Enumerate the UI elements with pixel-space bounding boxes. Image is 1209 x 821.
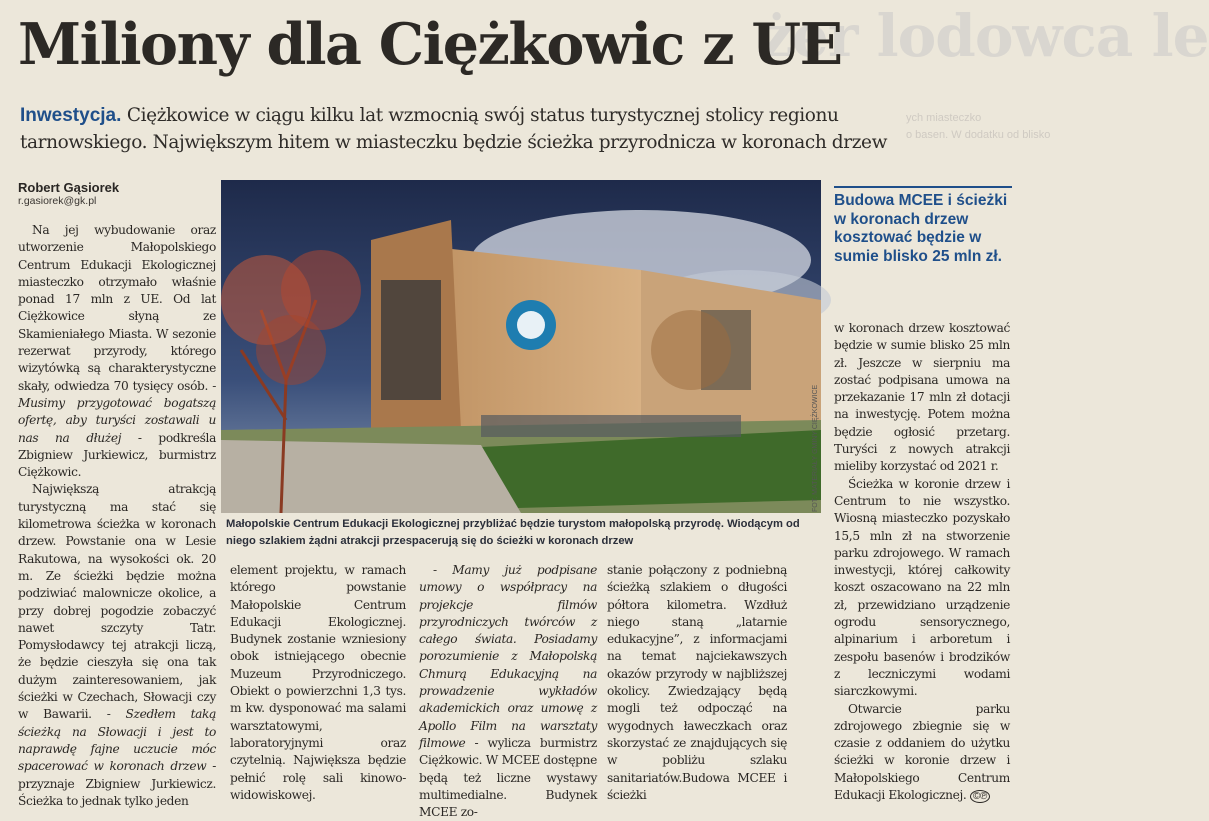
paragraph xyxy=(834,701,1010,806)
adjacent-article-headline-fragment: żer lodowca le xyxy=(760,2,1209,70)
paragraph-text: - podkreśla Zbigniew Jurkiewicz, burmistrz Ciężkowic. xyxy=(18,430,216,480)
paragraph: w koronach drzew kosztować będzie w sumie blisko 25 mln zł. Jeszcze w sierpniu ma zostać podpisana umowa na przekazanie 17 mln zł dotacji na inwestycję. Potem można będzie ogłosić przetarg. Turyści z nowych atrakcji mieliby korzystać od 2021 r. xyxy=(834,321,1010,474)
paragraph-text: Otwarcie parku zdrojowego zbiegnie się w czasie z oddaniem do użytku ścieżki w koronie drzew i Małopolskiego Centrum Edukacji Ekologicznej. xyxy=(834,701,1010,803)
paragraph xyxy=(419,562,597,821)
byline-email: r.gasiorek@gk.pl xyxy=(18,195,97,207)
building-rendering-illustration xyxy=(221,180,821,513)
photo-caption: Małopolskie Centrum Edukacji Ekologicznej przybliżać będzie turystom małopolską przyrodę. Wiodącym od niego szlakiem żądni atrakcji przespacerują się do ścieżki w koronach drzew xyxy=(226,518,800,547)
author-signature-mark: ©℗ xyxy=(970,790,990,803)
article-headline: Miliony dla Ciężkowic z UE xyxy=(18,11,842,78)
paragraph xyxy=(18,222,216,481)
article-column-2 xyxy=(230,562,406,804)
article-column-3 xyxy=(419,562,597,821)
paragraph xyxy=(18,481,216,810)
paragraph: Ścieżka w koronie drzew i Centrum to nie wszystko. Wiosną miasteczko pozyskało 15,5 mln zł na stworzenie parku zdrojowego. W ramach inwestycji, której całkowity koszt oszacowano na 22 mln zł, przewidziano urządzenie ogrodu sensorycznego, alpinarium i arboretum i zespołu basenów i brodzików z leczniczymi wodami siarczkowymi. xyxy=(834,476,1010,699)
quote-text: - Musimy przygotować bogatszą ofertę, aby turyści zostawali u nas na dłużej xyxy=(18,378,216,445)
pull-quote: Budowa MCEE i ścieżki w koronach drzew kosztować będzie w sumie blisko 25 mln zł. xyxy=(834,186,1012,266)
photo-credit: FOT. MATERIAŁY GMINY CIĘŻKOWICE xyxy=(812,384,819,512)
paragraph-text: - wylicza burmistrz Ciężkowic. W MCEE dostępne będą też liczne wystawy multimedialne. Budynek MCEE zo- xyxy=(419,735,597,820)
adjacent-text-line: ych miasteczko xyxy=(906,112,982,124)
paragraph: stanie połączony z podniebną ścieżką szlakiem o długości półtora kilometra. Wzdłuż niego staną „latarnie edukacyjne”, z informacjami na temat najciekawszych okazów przyrody w najbliższej okolicy. Zwiedzający będą mogli też odpocząć na wygodnych ławeczkach oraz skorzystać ze znajdujących się w pobliżu szlaku sanitariatów.Budowa MCEE i ścieżki xyxy=(607,563,787,802)
article-column-4 xyxy=(607,562,787,804)
byline xyxy=(18,180,208,207)
adjacent-text-line: o basen. W dodatku od blisko xyxy=(906,129,1051,141)
adjacent-article-text-fragment xyxy=(906,110,1051,144)
byline-author: Robert Gąsiorek xyxy=(18,180,120,195)
article-column-5 xyxy=(834,320,1010,805)
paragraph-text: Największą atrakcją turystyczną ma stać się kilometrowa ścieżka w koronach drzew. Powstanie ona w Lesie Rakutowa, na wysokości ok. 20 m. Ze ścieżki będzie można podziwiać malownicze okolice, a przy dobrej pogodzie zobaczyć nawet szczyty Tatr. Pomysłodawcy tej atrakcji liczą, że będzie cieszyła się ona tak dużym zainteresowaniem, jak ścieżki w Czechach, Słowacji czy w Bawarii. xyxy=(18,482,216,722)
paragraph-text: Na jej wybudowanie oraz utworzenie Małopolskiego Centrum Edukacji Ekologicznej miasteczko otrzymało właśnie ponad 17 mln z UE. Od lat Ciężkowice słyną ze Skamieniałego Miasta. W sezonie rezerwat przyrody, którego wizytówką są charakterystyczne skały, odwiedza 70 tysięcy osób. xyxy=(18,223,216,393)
building-rendering-photo xyxy=(221,180,821,513)
paragraph-text: - przyznaje Zbigniew Jurkiewicz. Ścieżka to jednak tylko jeden xyxy=(18,759,216,808)
quote-text: - Mamy już podpisane umowy o współpracy na projekcje filmów przyrodniczych twórców z całego świata. Posiadamy porozumienie z Małopolską Chmurą Edukacyjną na prowadzenie wykładów akademickich oraz umowę z Apollo Film na warsztaty filmowe xyxy=(419,563,597,750)
quote-text: - Szedłem taką ścieżką na Słowacji i jest to naprawdę fajne uczucie móc spacerować w koronach drzew xyxy=(18,707,216,774)
paragraph: element projektu, w ramach którego powstanie Małopolskie Centrum Edukacji Ekologicznej. Budynek zostanie wzniesiony obok istniejącego obecnie Muzeum Przyrodniczego. Obiekt o powierzchni 1,3 tys. m kw. dysponować ma salami warsztatowymi, laboratoryjnymi oraz czytelnią. Największa będzie pełnić rolę sali kinowo-widowiskowej. xyxy=(230,563,406,802)
article-lead xyxy=(20,102,920,156)
lead-text: Ciężkowice w ciągu kilku lat wzmocnią swój status turystycznej stolicy regionu tarnowskiego. Największym hitem w miasteczku będzie ścieżka przyrodnicza w koronach drzew xyxy=(20,105,888,153)
article-column-1 xyxy=(18,222,216,810)
lead-kicker: Inwestycja. xyxy=(20,105,122,126)
